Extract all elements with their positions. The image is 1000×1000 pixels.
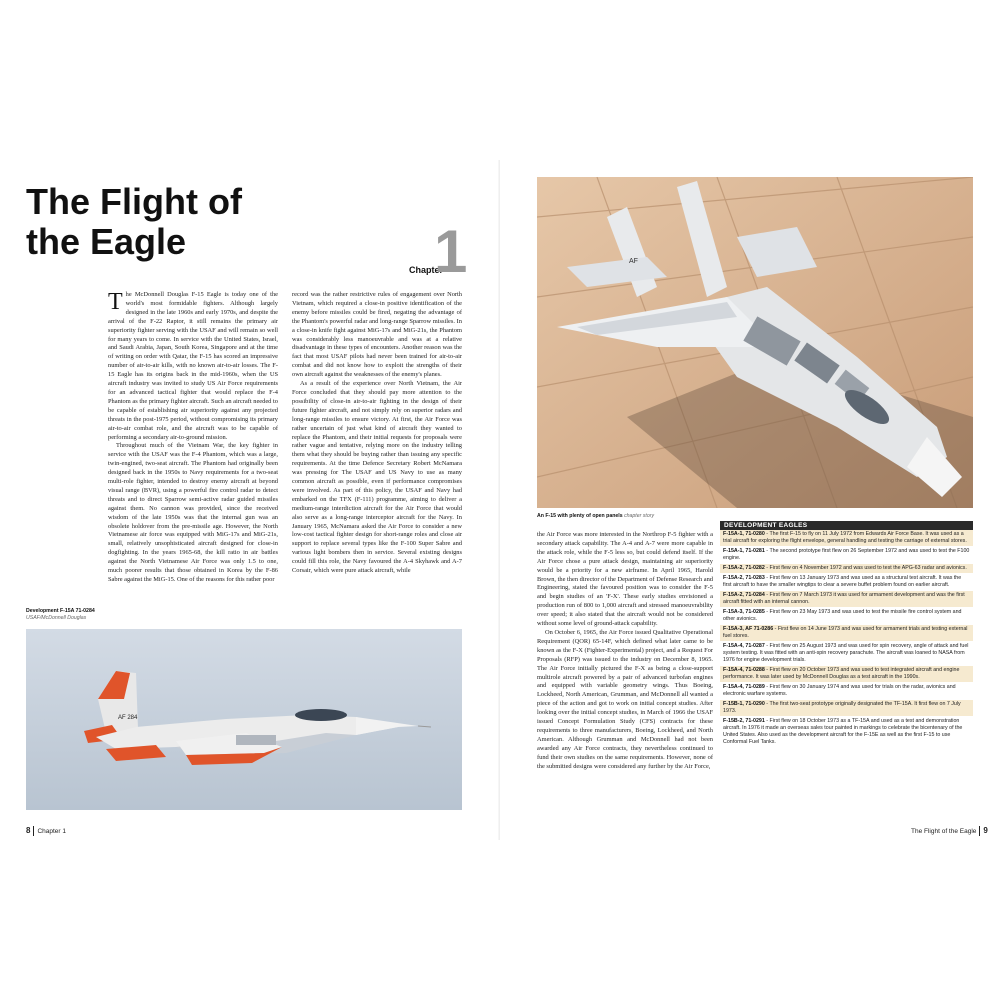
sidebar-entry: F-15A-2, 71-0283 - First flew on 13 January 1973 and was used as a structural test aircraft. It was the first aircraft to have the smaller wingtips to clear a severe buffet problem found on earlier aircraft. <box>720 574 973 591</box>
paragraph: record was the rather restrictive rules of engagement over North Vietnam, which required a close-in positive identification of the enemy before missiles could be fired, negating the advantage of the Phantom's powerful radar and long-range Sparrow missiles. In a close-in knife fight against MiG-17s and MiG-21s, the Phantom was considerably less manoeuvrable and was at a relative disadvantage in these types of encounters. Another reason was the fact that most USAF pilots had never been trained for air-to-air combat and did not know how to exploit the strengths of their own aircraft against the weaknesses of the enemy's planes. <box>292 291 462 379</box>
sidebar-entry: F-15A-4, 71-0287 - First flew on 25 August 1973 and was used for spin recovery, angle of attack and fuel system testing. It was fitted with an anti-spin recovery parachute. The aircraft was loaned to NASA from 1976 for engine development trials. <box>720 642 973 666</box>
entry-text: First flew on 7 March 1973 it was used for armament development and was the first aircraft fitted with an internal cannon. <box>723 592 965 605</box>
paragraph: the Air Force was more interested in the Northrop F-5 fighter with a secondary attack capability. The A-4 and A-7 were more capable in the attack role, while the F-5 less so, but could defend itself. If the Air Force chose a pure attack design, maintaining air superiority would be a priority for a new airframe. In April 1965, Harold Brown, the then director of the Department of Defense Research and Engineering, stated the favoured position was to consider the F-5 and begin studies of an 'F-X'. These early studies envisioned a production run of 800 to 1,000 aircraft and stressed manoeuvrability over speed; it also stated that the aircraft would not be considered without some level of ground-attack capability. <box>537 531 713 628</box>
page-number: 9 <box>983 826 988 835</box>
entry-id: F-15A-4, 71-0289 <box>723 684 765 690</box>
chapter-number: 1 <box>434 218 468 285</box>
paragraph: On October 6, 1965, the Air Force issued Qualitative Operational Requirement (QOR) 65-14F, which defined what later came to be known as the F-X (Fighter-Experimental) project, and a Request For Proposals (RFP) was issued to the industry on December 8, 1965. The Air Force initially pictured the F-X as being a close-support multirole aircraft powered by a pair of advanced turbofan engines and equipped with variable geometry wings. Thus Boeing, Lockheed, North American, Grumman, and McDonnell all wanted a piece of the action and got to work on initial concept studies. After looking over the initial concept studies, in March of 1966 the USAF issued Concept Formulation Study (CFS) contracts for these requirements to three manufacturers, Boeing, Lockheed, and North American. Although Grumman and McDonnell had not been awarded any Air Force contracts, they nevertheless continued to fund their own studies on the same requirements. However, none of the submitted designs were considered any further by the Air Force, <box>537 628 713 770</box>
drop-cap: T <box>108 291 123 315</box>
hangar-photo-caption <box>537 513 737 520</box>
paragraph: The McDonnell Douglas F-15 Eagle is today one of the world's most formidable fighters. Although largely designed in the late 1960s and early 1970s, and despite the arrival of the F-22 Raptor, it still remains the primary air superiority fighter serving with the USAF and will remain so well for many years to come. In service with the United States, Israel, and Saudi Arabia, Japan, South Korea, Singapore and at the time of writing on order with Qatar, the F-15 has scored an impressive number of air-to-air kills, with no known air-to-air losses. The F-15 Eagle has its origins back in the mid-1960s, when the US aircraft industry was invited to study US Air Force requirements for an advanced tactical fighter that would replace the F-4 Phantom as the primary fighter aircraft. Such an aircraft needed to be capable of establishing air superiority against any projected threats in the post-1975 period, without compromising its primary air-to-air combat role, and the aircraft was to be capable of performing a secondary air-to-ground mission. <box>108 291 278 441</box>
hangar-jet-photo <box>537 177 973 508</box>
hangar-jet-illustration <box>537 177 973 508</box>
footer-label: The Flight of the Eagle <box>911 828 977 835</box>
entry-text: First flew on 23 May 1973 and was used to test the missile fire control system and other avionics. <box>723 609 962 622</box>
footer-label: Chapter 1 <box>37 828 66 835</box>
entry-text: First flew on 30 January 1974 and was used for trials on the radar, avionics and electronic warfare systems. <box>723 684 956 697</box>
caption-title: Development F-15A 71-0284 <box>26 608 95 614</box>
entry-text: The first F-15 to fly on 11 July 1972 from Edwards Air Force Base. It was used as a trial aircraft for exploring the flight envelope, general handling and testing the carriage of external stores. <box>723 531 967 544</box>
chapter-label: Chapter <box>409 265 444 275</box>
sidebar-entry: F-15A-2, 71-0284 - First flew on 7 March 1973 it was used for armament development and was the first aircraft fitted with an internal cannon. <box>720 591 973 608</box>
entry-text: First flew on 14 June 1973 and was used for armament trials and testing external fuel stores. <box>723 626 968 639</box>
sidebar-entry: F-15A-3, AF 71-0286 - First flew on 14 June 1973 and was used for armament trials and testing external fuel stores. <box>720 625 973 642</box>
text-column-left-1 <box>108 291 278 621</box>
entry-text: First flew on 4 November 1972 and was used to test the APG-63 radar and avionics. <box>769 565 967 571</box>
fighter-jet-photo <box>26 629 462 810</box>
sidebar-entry: F-15A-2, 71-0282 - First flew on 4 November 1972 and was used to test the APG-63 radar and avionics. <box>720 564 973 574</box>
caption-credit: USAF/McDonnell Douglas <box>26 615 87 621</box>
fighter-jet-illustration <box>26 629 462 810</box>
entry-id: F-15B-1, 71-0290 <box>723 701 765 707</box>
entry-text: The second prototype first flew on 26 September 1972 and was used to test the F100 engine. <box>723 548 970 561</box>
entry-text: The first two-seat prototype originally designated the TF-15A. It first flew on 7 July 1973. <box>723 701 961 714</box>
svg-text:AF 284: AF 284 <box>118 715 138 721</box>
entry-id: F-15A-1, 71-0280 <box>723 531 765 537</box>
entry-id: F-15A-1, 71-0281 <box>723 548 765 554</box>
text-column-right-1 <box>537 531 713 821</box>
development-eagles-sidebar <box>720 521 973 748</box>
entry-text: First flew on 18 October 1973 as a TF-15A and used as a test and demonstration aircraft. In 1976 it made an overseas sales tour painted in markings to celebrate the bicentenary of the United States. Also used as the development aircraft for the F-15E as well as the first F-15 to use Conformal Fuel Tanks. <box>723 718 963 745</box>
entry-text: First flew on 13 January 1973 and was used as a structural test aircraft. It was the first aircraft to have the smaller wingtips to clear a severe buffet problem found on earlier aircraft. <box>723 575 962 588</box>
paragraph: Throughout much of the Vietnam War, the key fighter in service with the USAF was the F-4 Phantom, which was a large, twin-engined, two-seat aircraft. The Phantom had originally been designed back in the 1950s to Navy requirements for a two-seat multi-role fighter, intended to destroy enemy aircraft at beyond visual range (BVR), using a powerful fire control radar to detect threats and to direct Sparrow semi-active radar guided missiles against them. No cannon was provided, since the received wisdom of the late 1950s was that the internal gun was an obsolete holdover from the pre-missile age. However, the North Vietnamese air force was equipped with MiG-17s and MiG-21s, small, relatively unsophisticated aircraft designed for close-in dogfighting. In the years 1965-68, the kill ratio in air battles against the North Vietnamese Air Force was only 1.5 to one, much poorer results that those obtained in Korea by the F-86 Sabre against the MiG-15. One of the reasons for this rather poor <box>108 442 278 583</box>
entry-id: F-15A-3, 71-0285 <box>723 609 765 615</box>
entry-id: F-15A-2, 71-0284 <box>723 592 765 598</box>
sidebar-title: DEVELOPMENT EAGLES <box>720 521 973 530</box>
caption-title: An F-15 with plenty of open panels <box>537 513 623 519</box>
entry-text: First flew on 20 October 1973 and was used to test integrated aircraft and engine performance. It was later used by McDonnell Douglas as a test aircraft in the 1990s. <box>723 667 960 680</box>
entry-id: F-15B-2, 71-0291 <box>723 718 765 724</box>
sidebar-entry: F-15A-4, 71-0289 - First flew on 30 January 1974 and was used for trials on the radar, avionics and electronic warfare systems. <box>720 683 973 700</box>
sidebar-entries <box>720 530 973 748</box>
svg-text:AF: AF <box>629 258 638 265</box>
chapter-title <box>26 182 326 262</box>
entry-id: F-15A-4, 71-0287 <box>723 643 765 649</box>
sidebar-entry: F-15A-4, 71-0288 - First flew on 20 October 1973 and was used to test integrated aircraft and engine performance. It was later used by McDonnell Douglas as a test aircraft in the 1990s. <box>720 666 973 683</box>
page-footer-left <box>26 826 66 836</box>
sidebar-entry: F-15B-1, 71-0290 - The first two-seat prototype originally designated the TF-15A. It first flew on 7 July 1973. <box>720 700 973 717</box>
sidebar-entry: F-15A-1, 71-0281 - The second prototype first flew on 26 September 1972 and was used to test the F100 engine. <box>720 547 973 564</box>
title-line-1: The Flight of <box>26 181 242 222</box>
photo-caption <box>26 608 106 622</box>
entry-text: First flew on 25 August 1973 and was used for spin recovery, angle of attack and fuel system testing. It was fitted with an anti-spin recovery parachute. The aircraft was loaned to NASA from 1976 for engine development trials. <box>723 643 969 663</box>
entry-id: F-15A-3, AF 71-0286 <box>723 626 774 632</box>
entry-id: F-15A-2, 71-0283 <box>723 575 765 581</box>
sidebar-entry: F-15B-2, 71-0291 - First flew on 18 October 1973 as a TF-15A and used as a test and demonstration aircraft. In 1976 it made an overseas sales tour painted in markings to celebrate the bicentenary of the United States. Also used as the development aircraft for the F-15E as well as the first F-15 to use Conformal Fuel Tanks. <box>720 717 973 748</box>
sidebar-entry: F-15A-1, 71-0280 - The first F-15 to fly on 11 July 1972 from Edwards Air Force Base. It was used as a trial aircraft for exploring the flight envelope, general handling and testing the carriage of external stores. <box>720 530 973 547</box>
title-line-2: the Eagle <box>26 221 187 262</box>
entry-id: F-15A-4, 71-0288 <box>723 667 765 673</box>
sidebar-entry: F-15A-3, 71-0285 - First flew on 23 May 1973 and was used to test the missile fire control system and other avionics. <box>720 608 973 625</box>
text-column-left-2 <box>292 291 462 621</box>
paragraph: As a result of the experience over North Vietnam, the Air Force concluded that they should pay more attention to the possibility of close-in air-to-air fighting in the design of their future fighter aircraft, and not simply rely on superior radars and long-range missiles to ensure victory. At first, the Air Force was rather uncertain of just what kind of aircraft they wanted to replace the Phantom, and their initial requests for proposals were rather vague and tentative, relying more on the industry telling them what they should be buying rather than issuing any specific requirements. At the time Defence Secretary Robert McNamara was pressing for The USAF and US Navy to use as many common aircraft as possible, even if performance compromises were involved. As part of this policy, the USAF and Navy had embarked on the TFX (F-111) programme, aiming to deliver a medium-range interdiction aircraft for the Air Force that would also serve as a long-range interceptor aircraft for the Navy. In January 1965, McNamara asked the Air Force to consider a new low-cost tactical fighter design for short-range roles and close air support to replace several types like the F-100 Super Sabre and various light bombers then in service. Several existing designs could fill this role, the Navy favoured the A-4 Skyhawk and A-7 Corsair, which were pure attack aircraft, while <box>292 380 462 575</box>
page-footer-right <box>911 826 988 836</box>
entry-id: F-15A-2, 71-0282 <box>723 565 765 571</box>
caption-credit: chapter story <box>624 513 655 519</box>
page-number: 8 <box>26 826 31 835</box>
